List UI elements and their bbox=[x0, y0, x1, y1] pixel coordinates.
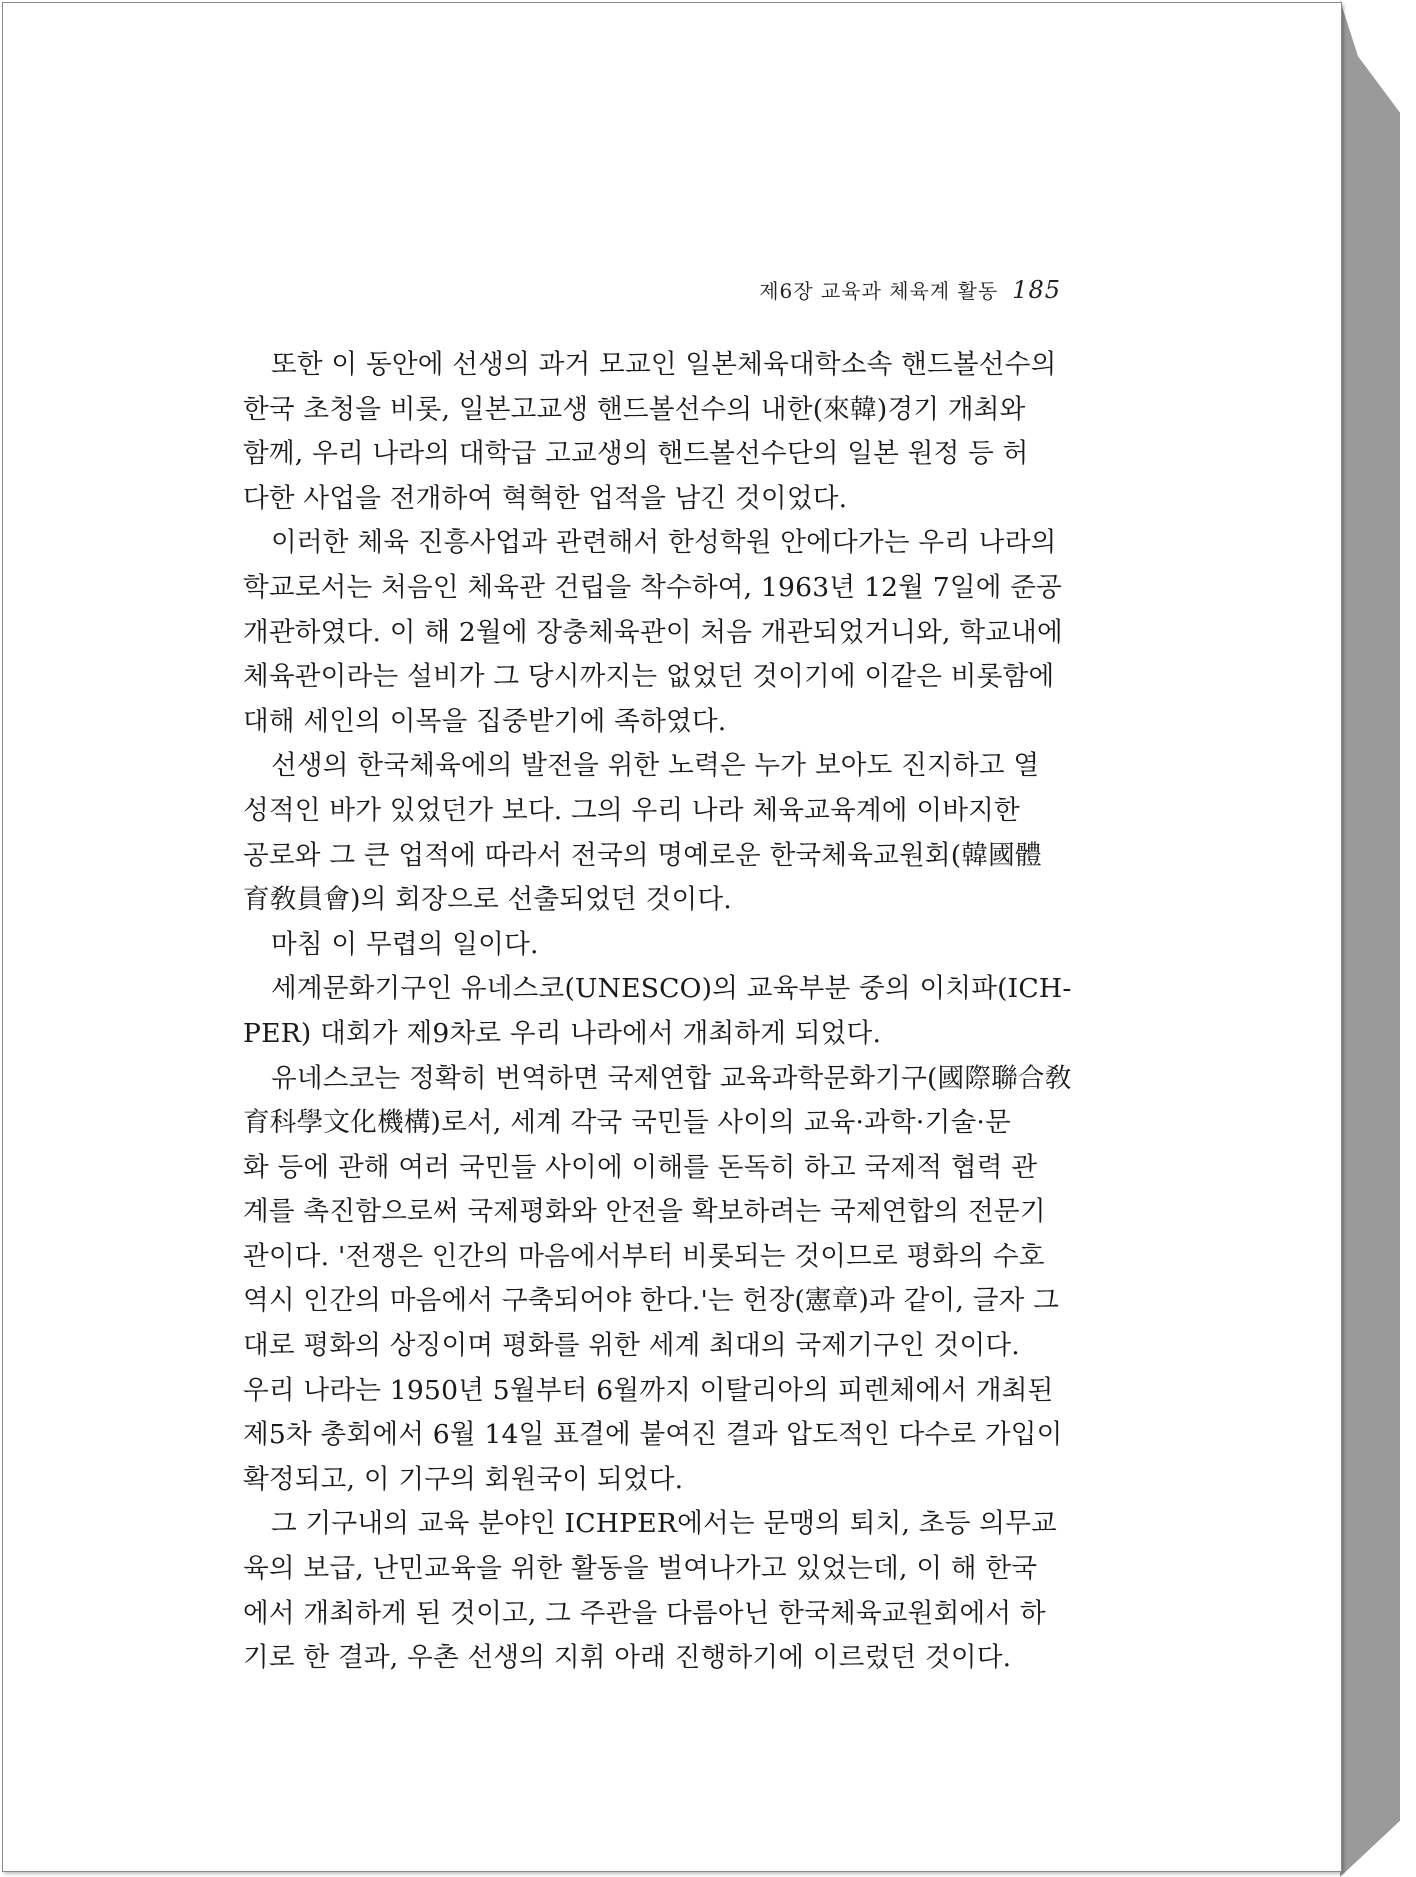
paragraph: 선생의 한국체육에의 발전을 위한 노력은 누가 보아도 진지하고 열 성적인 바가 있었던가 보다. 그의 우리 나라 체육교육계에 이바지한 공로와 그 큰 업적에 따라서 전국의 명예로운 한국체육교원회(韓國體 育敎員會)의 회장으로 선출되었던 것이다. bbox=[243, 750, 1042, 916]
book-page-edge bbox=[1340, 0, 1400, 1877]
running-head bbox=[759, 275, 1061, 304]
paragraph: 세계문화기구인 유네스코(UNESCO)의 교육부분 중의 이치파(ICH- PER) 대회가 제9차로 우리 나라에서 개최하게 되었다. bbox=[243, 973, 1072, 1049]
paragraph: 그 기구내의 교육 분야인 ICHPER에서는 문맹의 퇴치, 초등 의무교 육의 보급, 난민교육을 위한 활동을 벌여나가고 있었는데, 이 해 한국 에서 개최하게 된 것이고, 그 주관을 다름아닌 한국체육교원회에서 하 기로 한 결과, 우촌 선생의 지휘 아래 진행하기에 이르렀던 것이다. bbox=[243, 1508, 1057, 1674]
paragraph: 이러한 체육 진흥사업과 관련해서 한성학원 안에다가는 우리 나라의 학교로서는 처음인 체육관 건립을 착수하여, 1963년 12월 7일에 준공 개관하였다. 이 해 2월에 장충체육관이 처음 개관되었거니와, 학교내에 체육관이라는 설비가 그 당시까지는 없었던 것이기에 이같은 비롯함에 대해 세인의 이목을 집중받기에 족하였다. bbox=[243, 527, 1063, 737]
book-page bbox=[2, 2, 1342, 1872]
body-text bbox=[243, 343, 1073, 1681]
page-number: 185 bbox=[1012, 276, 1061, 304]
paragraph: 마침 이 무렵의 일이다. bbox=[271, 928, 539, 960]
paragraph: 또한 이 동안에 선생의 과거 모교인 일본체육대학소속 핸드볼선수의 한국 초청을 비롯, 일본고교생 핸드볼선수의 내한(來韓)경기 개최와 함께, 우리 나라의 대학급 고교생의 핸드볼선수단의 일본 원정 등 허 다한 사업을 전개하여 혁혁한 업적을 남긴 것이었다. bbox=[243, 349, 1057, 514]
chapter-title: 제6장 교육과 체육계 활동 bbox=[759, 279, 999, 303]
paragraph: 유네스코는 정확히 번역하면 국제연합 교육과학문화기구(國際聯合敎 育科學文化機構)로서, 세계 각국 국민들 사이의 교육·과학·기술·문 화 등에 관해 여러 국민들 사이에 이해를 돈독히 하고 국제적 협력 관 계를 촉진함으로써 국제평화와 안전을 확보하려는 국제연합의 전문기 관이다. '전쟁은 인간의 마음에서부터 비롯되는 것이므로 평화의 수호 역시 인간의 마음에서 구축되어야 한다.'는 헌장(憲章)과 같이, 글자 그 대로 평화의 상징이며 평화를 위한 세계 최대의 국제기구인 것이다. 우리 나라는 1950년 5월부터 6월까지 이탈리아의 피렌체에서 개최된 제5차 총회에서 6월 14일 표결에 붙여진 결과 압도적인 다수로 가입이 확정되고, 이 기구의 회원국이 되었다. bbox=[243, 1062, 1072, 1495]
